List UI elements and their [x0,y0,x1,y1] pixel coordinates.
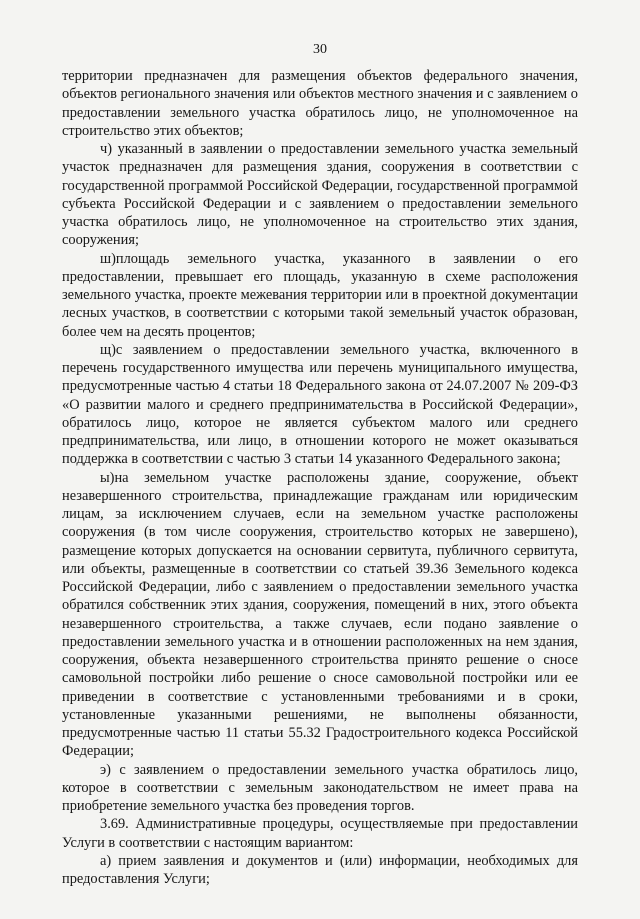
paragraph-item-shch: щ)с заявлением о предоставлении земельного участка, включенного в перечень государственного имущества или перечень муниципального имущества, предусмотренные частью 4 статьи 18 Федерального закона от 24.07.2007 № 209-ФЗ «О развитии малого и среднего предпринимательства в Российской Федерации», обратилось лицо, которое не является субъектом малого или среднего предпринимательства, или лицо, в отношении которого не может оказываться поддержка в соответствии с частью 3 статьи 14 указанного Федерального закона; [62,341,578,468]
document-body [62,67,578,888]
paragraph-continuation: территории предназначен для размещения объектов федерального значения, объектов регионального значения или объектов местного значения и с заявлением о предоставлении земельного участка обратилось лицо, не уполномоченное на строительство этих объектов; [62,68,578,139]
page-number: 30 [313,42,327,57]
paragraph-item-a: а) прием заявления и документов и (или) информации, необходимых для предоставления Услуги; [62,852,578,887]
paragraph-item-y: ы)на земельном участке расположены здание, сооружение, объект незавершенного строительства, принадлежащие гражданам или юридическим лицам, за исключением случаев, если на земельном участке расположены сооружения (в том числе сооружения, строительство которых не завершено), размещение которых допускается на основании сервитута, публичного сервитута, или объекты, размещенные в соответствии со статьей 39.36 Земельного кодекса Российской Федерации, либо с заявлением о предоставлении земельного участка обратился собственник этих здания, сооружения, помещений в них, этого объекта незавершенного строительства, а также случаев, если подано заявление о предоставлении земельного участка и в отношении расположенных на нем здания, сооружения, объекта незавершенного строительства принято решение о сносе самовольной постройки либо решение о сносе самовольной постройки или ее приведении в соответствие с установленными требованиями и в сроки, установленные указанными решениями, не выполнены обязанности, предусмотренные частью 11 статьи 55.32 Градостроительного кодекса Российской Федерации; [62,469,578,760]
paragraph-section-3-69: 3.69. Административные процедуры, осуществляемые при предоставлении Услуги в соответствии с настоящим вариантом: [62,816,578,851]
paragraph-item-sh: ш)площадь земельного участка, указанного в заявлении о его предоставлении, превышает его площадь, указанную в схеме расположения земельного участка, проекте межевания территории или в проектной документации лесных участков, в соответствии с которыми такой земельный участок образован, более чем на десять процентов; [62,250,578,340]
paragraph-item-e: э) с заявлением о предоставлении земельного участка обратилось лицо, которое в соответствии с земельным законодательством не имеет права на приобретение земельного участка без проведения торгов. [62,761,578,814]
paragraph-item-ch: ч) указанный в заявлении о предоставлении земельного участка земельный участок предназначен для размещения здания, сооружения в соответствии с государственной программой Российской Федерации, государственной программой субъекта Российской Федерации и с заявлением о предоставлении земельного участка обратилось лицо, не уполномоченное на строительство этих здания, сооружения; [62,141,578,249]
